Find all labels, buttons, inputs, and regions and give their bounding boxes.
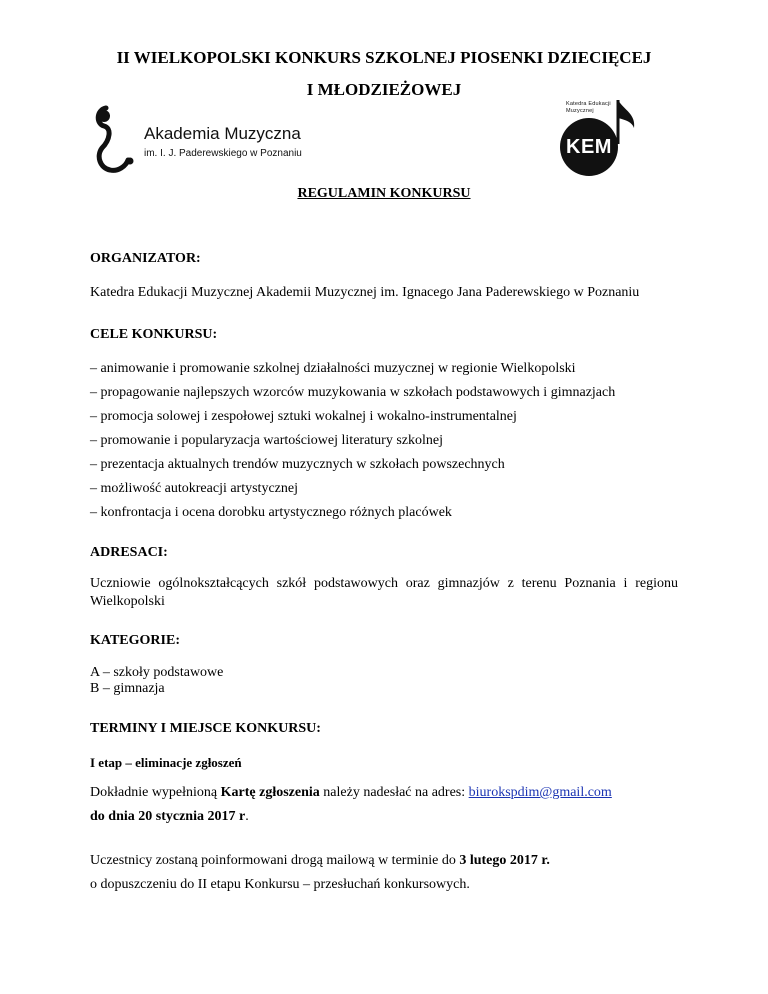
goals-item: – promocja solowej i zespołowej sztuki wokalnej i wokalno-instrumentalnej bbox=[90, 409, 517, 424]
goals-item: – animowanie i promowanie szkolnej działalności muzycznej w regionie Wielkopolski bbox=[90, 361, 576, 376]
goals-item: – możliwość autokreacji artystycznej bbox=[90, 481, 298, 496]
goals-item: – konfrontacja i ocena dorobku artystycznego różnych placówek bbox=[90, 505, 452, 520]
recipients-text: Uczniowie ogólnokształcących szkół podstawowych oraz gimnazjów z terenu Poznania i regionu Wielkopolski bbox=[90, 576, 678, 609]
deadline-text: do dnia 20 stycznia 2017 r bbox=[90, 809, 246, 824]
recipients-heading: ADRESACI: bbox=[90, 545, 168, 560]
category-item: A – szkoły podstawowe bbox=[90, 665, 224, 680]
categories-heading: KATEGORIE: bbox=[90, 633, 180, 648]
akademia-muzyczna-logo bbox=[92, 104, 332, 174]
organizer-text: Katedra Edukacji Muzycznej Akademii Muzycznej im. Ignacego Jana Paderewskiego w Poznaniu bbox=[90, 285, 640, 300]
goals-item: – propagowanie najlepszych wzorców muzykowania w szkołach podstawowych i gimnazjach bbox=[90, 385, 616, 400]
submission-paragraph bbox=[90, 784, 678, 802]
goals-heading: CELE KONKURSU: bbox=[90, 327, 218, 342]
kem-badge-text: KEM bbox=[566, 136, 612, 158]
notification-text: Uczestnicy zostaną poinformowani drogą mailową w terminie do bbox=[90, 853, 460, 868]
kem-caption-line-2: Muzycznej bbox=[566, 108, 594, 114]
regulations-title: REGULAMIN KONKURSU bbox=[297, 186, 471, 201]
stage-1-heading: I etap – eliminacje zgłoszeń bbox=[90, 755, 242, 770]
notification-date: 3 lutego 2017 r. bbox=[459, 853, 550, 868]
academy-subtitle: im. I. J. Paderewskiego w Poznaniu bbox=[144, 148, 302, 159]
organizer-heading: ORGANIZATOR: bbox=[90, 251, 201, 266]
contact-email-link[interactable]: biurokspdim@gmail.com bbox=[468, 785, 612, 800]
submission-text: Dokładnie wypełnioną bbox=[90, 785, 221, 800]
document-title-line-1: II WIELKOPOLSKI KONKURS SZKOLNEJ PIOSENKI DZIECIĘCEJ bbox=[116, 48, 652, 67]
goals-item: – promowanie i popularyzacja wartościowej literatury szkolnej bbox=[90, 433, 443, 448]
admission-text: o dopuszczeniu do II etapu Konkursu – przesłuchań konkursowych. bbox=[90, 877, 470, 892]
document-title-line-2: I MŁODZIEŻOWEJ bbox=[306, 80, 462, 99]
academy-name: Akademia Muzyczna bbox=[144, 124, 301, 143]
category-item: B – gimnazja bbox=[90, 681, 165, 696]
clef-logo-icon bbox=[92, 104, 140, 174]
deadline-line bbox=[90, 808, 249, 826]
schedule-heading: TERMINY I MIEJSCE KONKURSU: bbox=[90, 721, 321, 736]
deadline-period: . bbox=[245, 809, 249, 824]
goals-item: – prezentacja aktualnych trendów muzycznych w szkołach powszechnych bbox=[90, 457, 505, 472]
notification-line bbox=[90, 852, 550, 870]
submission-address-text: należy nadesłać na adres: bbox=[319, 785, 469, 800]
kem-caption-line-1: Katedra Edukacji bbox=[566, 101, 611, 107]
application-form-label: Kartę zgłoszenia bbox=[220, 785, 320, 800]
kem-logo bbox=[552, 96, 644, 176]
